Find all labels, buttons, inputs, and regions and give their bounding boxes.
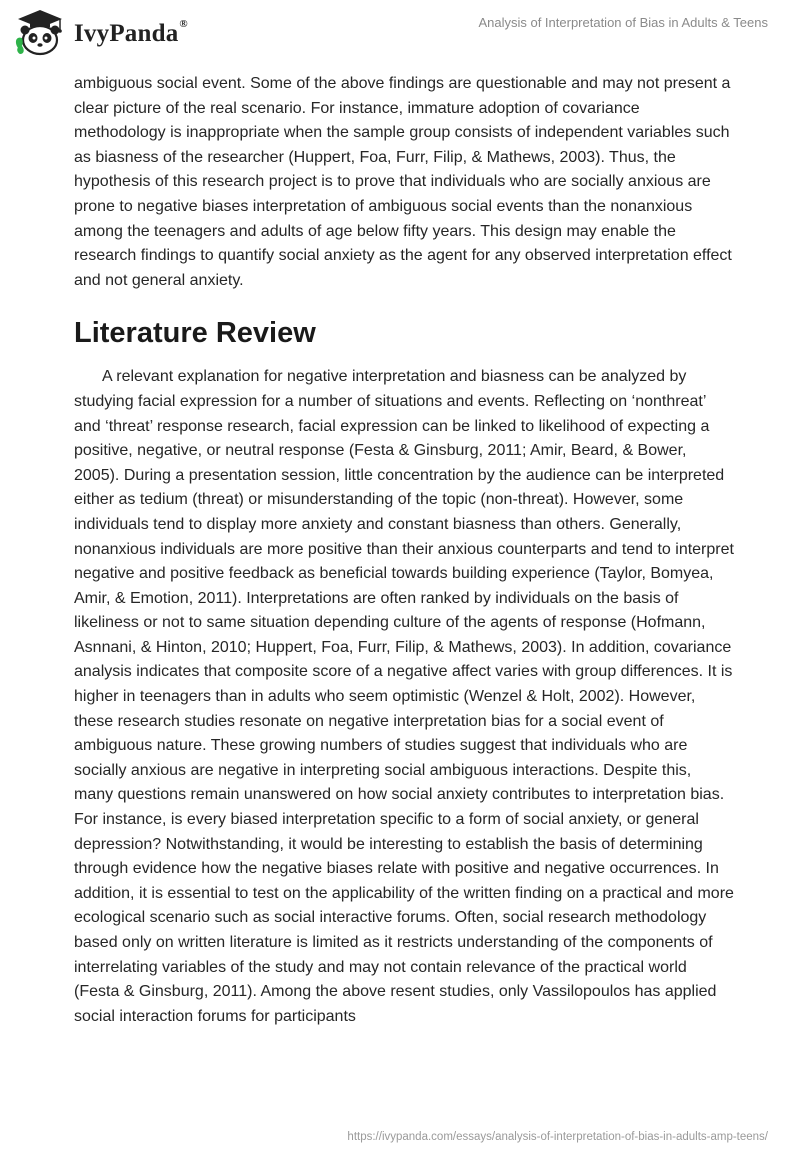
body-paragraph: ambiguous social event. Some of the above findings are questionable and may not present a clear picture of the real scenario. For instance, immature adoption of covariance methodology is inappropriate when the sample group consists of independent variables such as biasness of the researcher (Huppert, Foa, Furr, Filip, & Mathews, 2003). Thus, the hypothesis of this research project is to prove that individuals who are socially anxious are prone to negative biases interpretation of ambiguous social events than the nonanxious among the teenagers and adults of age below fifty years. This design may enable the research findings to quantify social anxiety as the agent for any observed interpretation effect and not general anxiety. — [74, 75, 732, 289]
panda-graduate-icon — [12, 8, 68, 56]
source-url[interactable]: https://ivypanda.com/essays/analysis-of-interpretation-of-bias-in-adults-amp-teens/ — [347, 1131, 768, 1143]
brand-text: IvyPanda — [74, 20, 179, 47]
essay-content — [74, 72, 734, 1029]
brand-name — [74, 20, 188, 48]
registered-mark: ® — [179, 18, 188, 30]
section-heading: Literature Review — [74, 317, 316, 350]
page-header — [0, 0, 800, 70]
ivypanda-logo[interactable] — [12, 8, 188, 56]
body-paragraph: A relevant explanation for negative interpretation and biasness can be analyzed by studying facial expression for a number of situations and events. Reflecting on ‘nonthreat’ and ‘threat’ response research, facial expression can be linked to likelihood of expecting a positive, negative, or neutral response (Festa & Ginsburg, 2011; Amir, Beard, & Bower, 2005). During a presentation session, little concentration by the audience can be interpreted either as tedium (threat) or misunderstanding of the topic (non-threat). However, some individuals tend to display more anxiety and constant biasness than others. Generally, nonanxious individuals are more positive than their anxious counterparts and tend to interpret negative and positive feedback as beneficial towards building experience (Taylor, Bomyea, Amir, & Emotion, 2011). Interpretations are often ranked by individuals on the basis of likeliness or not to same situation depending culture of the agents of response (Hofmann, Asnnani, & Hinton, 2010; Huppert, Foa, Furr, Filip, & Mathews, 2003). In addition, covariance analysis indicates that composite score of a negative affect varies with group differences. It is higher in teenagers than in adults who seem optimistic (Wenzel & Holt, 2002). However, these research studies resonate on negative interpretation bias for a social event of ambiguous nature. These growing numbers of studies suggest that individuals who are socially anxious are negative in interpreting social ambiguous interactions. Despite this, many questions remain unanswered on how social anxiety contributes to interpretation bias. For instance, is every biased interpretation specific to a form of social anxiety, or general depression? Notwithstanding, it would be interesting to establish the basis of determining through evidence how the negative biases relate with positive and negative occurrences. In addition, it is essential to test on the applicability of the written finding on a practical and more ecological scenario such as social interactive forums. Often, social research methodology based only on written literature is limited as it restricts understanding of the components of interrelating variables of the study and may not contain relevance of the practical world (Festa & Ginsburg, 2011). Among the above resent studies, only Vassilopoulos has applied social interaction forums for participants — [74, 368, 734, 1025]
document-title: Analysis of Interpretation of Bias in Adults & Teens — [478, 15, 768, 30]
